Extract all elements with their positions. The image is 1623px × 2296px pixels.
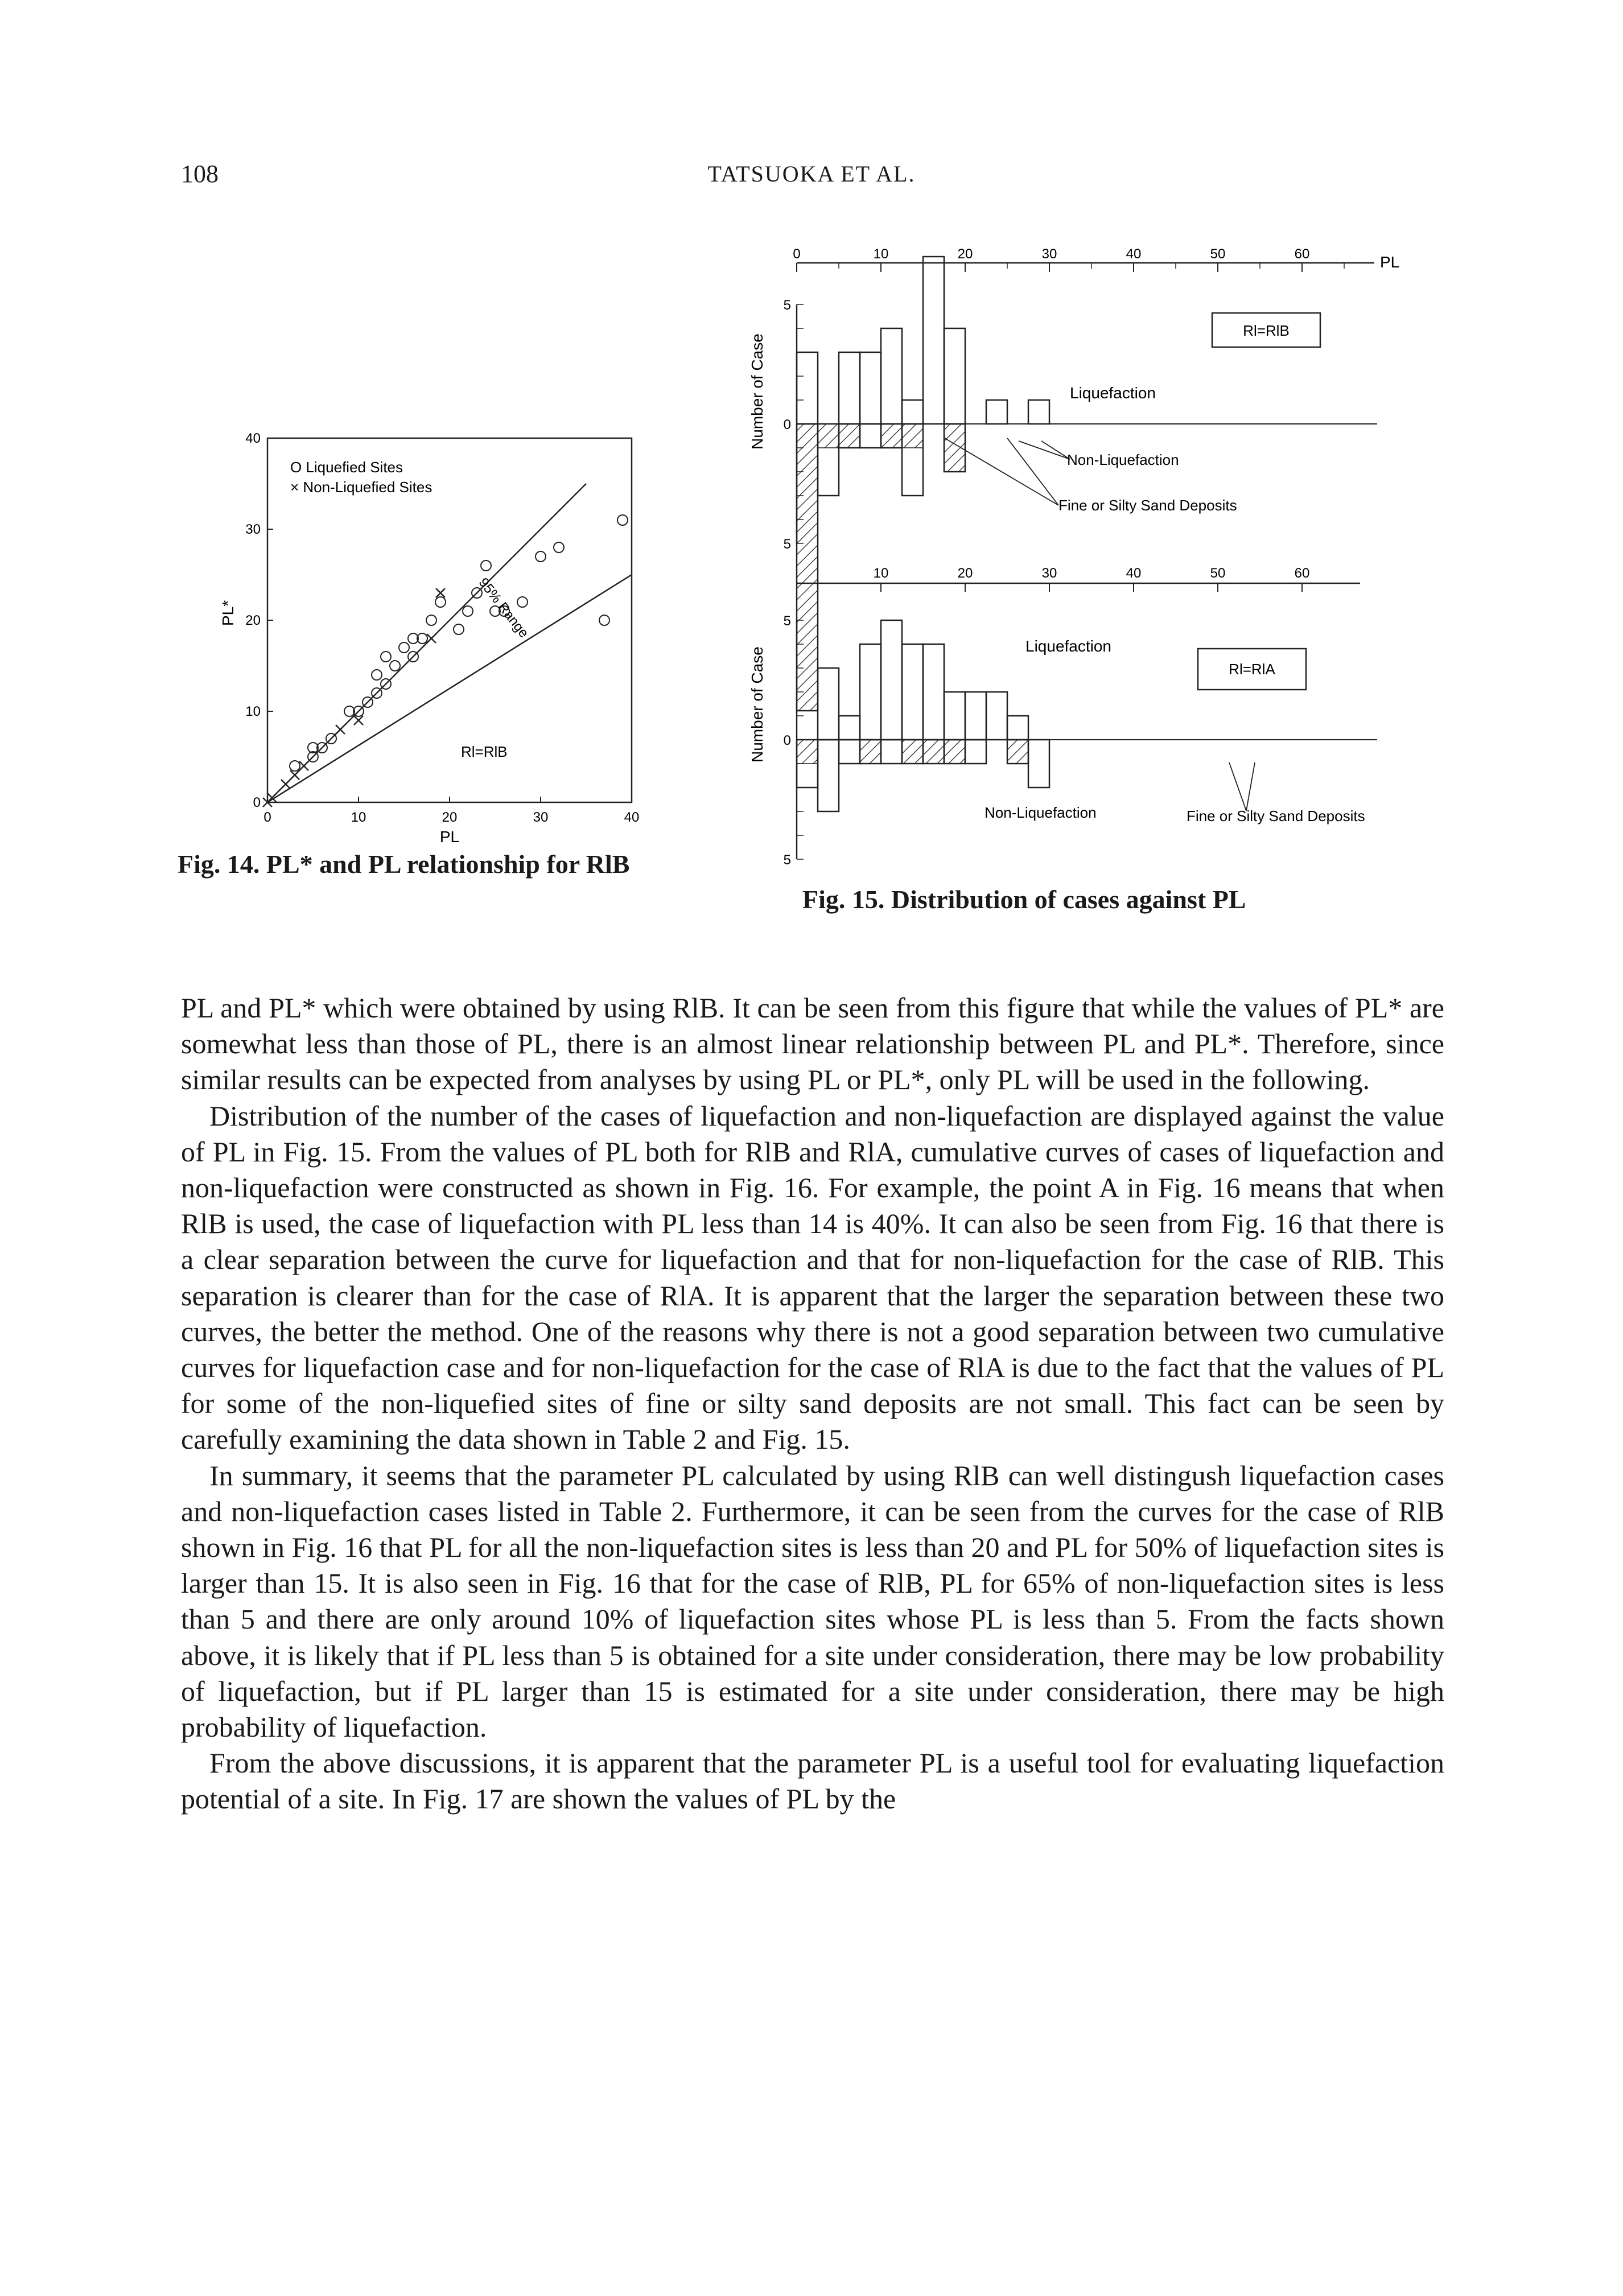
fig14-liquefied-point: [290, 761, 300, 771]
fig15-top-nonliquefaction-bar: [860, 424, 881, 448]
fig15-top-liquefaction-bar: [860, 352, 881, 424]
running-head: TATSUOKA ET AL.: [707, 161, 916, 187]
fig15-bottom-liquefaction-bar: [944, 692, 965, 740]
fig15-top-liq-label: Liquefaction: [1070, 384, 1156, 402]
fig15-bottom-liquefaction-bar: [965, 692, 986, 740]
fig14-liquefied-point: [554, 542, 564, 553]
fig14-liquefied-point: [517, 597, 528, 607]
fig15-bottom-fine-sand-bar: [860, 740, 881, 764]
fig15-bottom-fine-sand-bar: [923, 740, 944, 764]
fig15-top-liquefaction-bar: [881, 328, 902, 424]
fig15-axis-label: PL: [1380, 253, 1400, 271]
fig15-caption-text: Distribution of cases against PL: [891, 885, 1246, 914]
fig14-scatter-chart: [219, 431, 689, 859]
fig15-top-nonliq-leader: [1019, 441, 1070, 459]
page-number: 108: [181, 160, 219, 188]
fig14-x-tick-label: 20: [442, 810, 458, 825]
fig14-legend-liquefied: O Liquefied Sites: [290, 459, 403, 476]
fig15-bottom-liquefaction-bar: [881, 620, 902, 740]
fig15-bottom-liquefaction-bar: [818, 668, 839, 740]
fig15-bottom-fine-sand-bar: [797, 740, 818, 764]
fig15-bottom-nonliquefaction-bar: [839, 740, 860, 764]
fig14-liquefied-point: [426, 615, 436, 625]
fig14-xlabel: PL: [439, 828, 460, 846]
fig15-mid-axis-tick-label: 10: [873, 566, 889, 581]
fig15-top-fine-sand-bar: [818, 424, 839, 448]
fig15-top-fine-sand-bar: [881, 424, 902, 448]
body-paragraph: From the above discussions, it is apparent that the parameter PL is a useful tool for evaluating liquefaction potential of a site. In Fig. 17 are shown the values of PL by the: [181, 1747, 1444, 1815]
fig15-top-axis-tick-label: 0: [793, 246, 801, 262]
fig15-top-fine-sand-bar: [944, 424, 965, 472]
fig15-top-liquefaction-bar: [923, 257, 944, 424]
fig14-range-label: 95% Range: [475, 575, 532, 641]
fig15-top-axis-tick-label: 50: [1210, 246, 1226, 262]
fig15-bottom-method: Rl=RlA: [1229, 661, 1275, 678]
fig15-top-liquefaction-bar: [839, 352, 860, 424]
fig14-liquefied-point: [599, 615, 609, 625]
fig14-liquefied-point: [399, 642, 409, 653]
fig15-bottom-nonliquefaction-bar: [881, 740, 902, 764]
fig15-bottom-liq-label: Liquefaction: [1025, 637, 1112, 655]
fig15-bottom-liquefaction-bar: [986, 692, 1007, 740]
fig15-top-fine-sand-bar: [839, 424, 860, 448]
fig15-mid-axis-tick-label: 50: [1210, 566, 1226, 581]
fig14-method-label: Rl=RlB: [461, 743, 508, 760]
fig15-top-ytick-label: 0: [783, 417, 791, 432]
fig14-nonliquefied-point: [281, 780, 290, 789]
fig15-bottom-fine-leader: [1229, 762, 1255, 811]
fig14-x-tick-label: 0: [263, 810, 271, 825]
fig14-nonliquefied-point: [336, 725, 345, 734]
fig15-top-ylabel: Number of Case: [748, 333, 766, 450]
fig15-top-method: Rl=RlB: [1243, 322, 1290, 339]
fig14-y-tick-label: 10: [245, 704, 261, 719]
fig14-liquefied-point: [381, 652, 391, 662]
fig14-liquefied-point: [535, 551, 546, 562]
fig15-top-liquefaction-bar: [797, 352, 818, 424]
fig15-bottom-liquefaction-bar: [902, 644, 923, 740]
fig15-top-axis-tick-label: 40: [1126, 246, 1142, 262]
fig15-bottom-fine-label: Fine or Silty Sand Deposits: [1187, 807, 1365, 825]
fig15-mid-axis-tick-label: 40: [1126, 566, 1142, 581]
fig14-y-tick-label: 30: [245, 522, 261, 537]
fig15-top-nonliq-label: Non-Liquefaction: [1067, 451, 1179, 468]
fig15-mid-axis-tick-label: 20: [957, 566, 973, 581]
fig14-ylabel: PL*: [219, 600, 237, 626]
fig14-nonliquefied-point: [354, 716, 363, 725]
fig15-bottom-ytick-label: 0: [783, 733, 791, 748]
fig15-mid-axis-tick-label: 60: [1294, 566, 1310, 581]
body-paragraph: Distribution of the number of the cases of liquefaction and non-liquefaction are displayed against the value of PL in Fig. 15. From the values of PL both for RlB and RlA, cumulative curves of cases of liquefaction and non-liquefaction were constructed as shown in Fig. 16. For example, the point A in Fig. 16 means that when RlB is used, the case of liquefaction with PL less than 14 is 40%. It can also be seen from Fig. 16 that there is a clear separation between the curve for liquefaction and that for non-liquefaction for the case of RlB. This separation is clearer than for the case of RlA. It is apparent that the larger the separation between these two curves, the better the method. One of the reasons why there is not a good separation between two cumulative curves for liquefaction case and for non-liquefaction for the case of RlA is due to the fact that the values of PL for some of the non-liquefied sites of fine or silty sand deposits are not small. This fact can be seen by carefully examining the data shown in Table 2 and Fig. 15.: [181, 1099, 1444, 1456]
fig15-top-ytick-label: 5: [783, 537, 791, 552]
fig14-x-tick-label: 30: [533, 810, 549, 825]
fig15-bottom-liquefaction-bar: [860, 644, 881, 740]
body-paragraph: In summary, it seems that the parameter PL calculated by using RlB can well distingush liquefaction cases and non-liquefaction cases listed in Table 2. Furthermore, it can be seen from the curves for the case of RlB shown in Fig. 16 that PL for all the non-liquefaction sites is less than 20 and PL for 50% of liquefaction sites is larger than 15. It is also seen in Fig. 16 that for the case of RlB, PL for 65% of non-liquefaction sites is less than 5 and there are only around 10% of liquefaction sites whose PL is less than 5. From the facts shown above, it is likely that if PL less than 5 is obtained for a site under consideration, there may be low probability of liquefaction, but if PL larger than 15 is estimated for a site under consideration, there may be high probability of liquefaction.: [181, 1459, 1444, 1743]
fig14-liquefied-point: [435, 597, 446, 607]
fig15-bottom-fine-sand-bar: [1007, 740, 1028, 764]
fig15-top-fine-label: Fine or Silty Sand Deposits: [1058, 497, 1237, 514]
fig15-bottom-nonliquefaction-bar: [818, 740, 839, 811]
fig15-mid-axis-tick-label: 30: [1041, 566, 1057, 581]
fig15-bottom-liquefaction-bar: [923, 644, 944, 740]
fig14-nonliquefied-point: [427, 634, 436, 643]
fig14-nonliquefied-point: [299, 761, 308, 770]
body-paragraph: PL and PL* which were obtained by using RlB. It can be seen from this figure that while the values of PL* are somewhat less than those of PL, there is an almost linear relationship between PL and PL*. Therefore, since similar results can be expected from analyses by using PL or PL*, only PL will be used in the following.: [181, 992, 1444, 1096]
fig14-y-tick-label: 0: [253, 795, 261, 810]
fig15-top-ytick-label: 5: [783, 298, 791, 313]
fig14-liquefied-point: [481, 560, 491, 571]
fig14-liquefied-point: [372, 670, 382, 680]
fig14-legend-nonliquefied: × Non-Liquefied Sites: [290, 479, 432, 496]
fig14-caption: [178, 847, 701, 882]
fig14-caption-text: PL* and PL relationship for RlB: [266, 850, 630, 879]
fig15-caption: [802, 882, 1428, 917]
fig14-x-tick-label: 10: [351, 810, 366, 825]
fig15-top-axis-tick-label: 20: [957, 246, 973, 262]
fig15-bottom-nonliq-label: Non-Liquefaction: [984, 804, 1097, 821]
fig14-x-tick-label: 40: [624, 810, 640, 825]
fig14-liquefied-point: [454, 624, 464, 634]
fig15-bottom-fine-sand-bar: [944, 740, 965, 764]
fig15-top-liquefaction-bar: [944, 328, 965, 424]
fig14-y-tick-label: 20: [245, 613, 261, 628]
fig15-top-fine-sand-bar: [902, 424, 923, 448]
fig15-bottom-nonliquefaction-bar: [965, 740, 986, 764]
fig15-bottom-ytick-label: 5: [783, 852, 791, 868]
fig15-top-axis-tick-label: 10: [873, 246, 889, 262]
fig15-bottom-fine-sand-bar: [902, 740, 923, 764]
fig15-top-liquefaction-bar: [986, 400, 1007, 424]
fig14-caption-label: Fig. 14.: [178, 850, 260, 879]
fig15-top-axis-tick-label: 60: [1294, 246, 1310, 262]
fig14-liquefied-point: [390, 661, 400, 671]
fig15-bottom-ytick-label: 5: [783, 613, 791, 629]
fig14-nonliquefied-point: [290, 770, 299, 780]
fig15-bar-chart: [748, 246, 1423, 933]
fig14-nonliquefied-point: [436, 588, 445, 597]
fig15-caption-label: Fig. 15.: [802, 885, 885, 914]
fig15-bottom-liquefaction-bar: [1007, 716, 1028, 740]
fig14-liquefied-point: [617, 515, 628, 525]
fig14-y-tick-label: 40: [245, 431, 261, 446]
fig15-top-liquefaction-bar: [1028, 400, 1049, 424]
fig14-liquefied-point: [463, 606, 473, 616]
fig15-bottom-liquefaction-bar: [839, 716, 860, 740]
fig15-top-fine-sand-bar: [797, 424, 818, 711]
fig15-bottom-ylabel: Number of Case: [748, 646, 766, 762]
fig15-top-axis-tick-label: 30: [1041, 246, 1057, 262]
body-text: [181, 990, 1444, 1817]
fig14-bound-line: [267, 575, 632, 802]
fig15-bottom-nonliquefaction-bar: [1028, 740, 1049, 788]
fig15-top-liquefaction-bar: [902, 400, 923, 424]
